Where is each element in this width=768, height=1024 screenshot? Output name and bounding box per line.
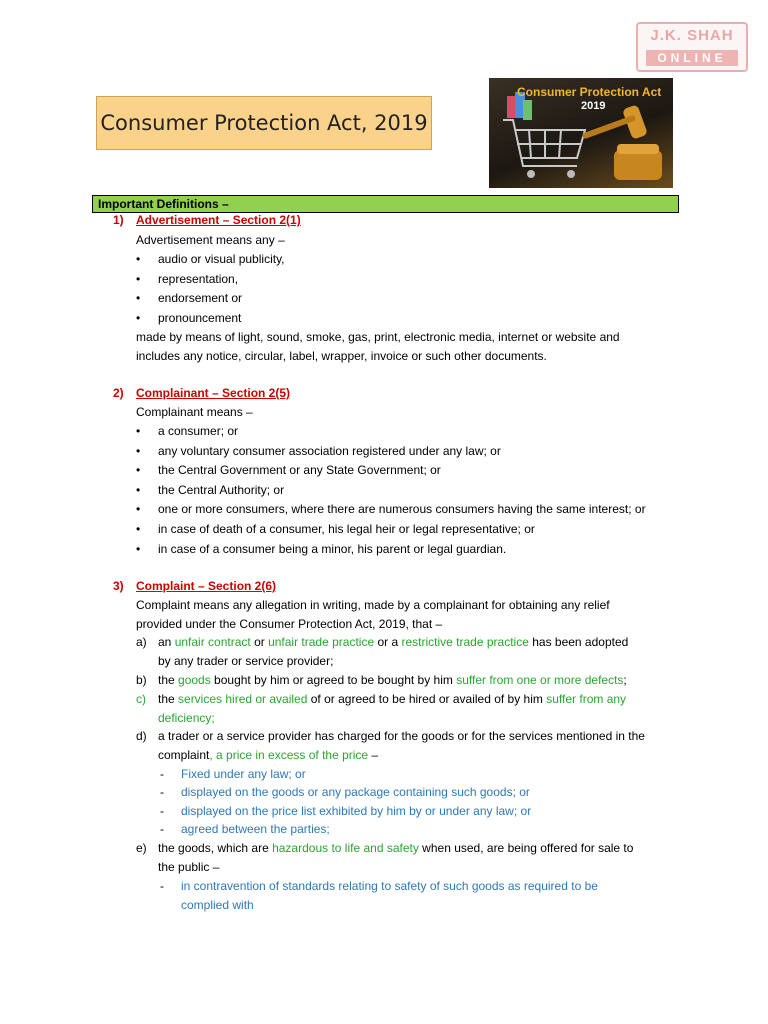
- s3-e-item-line2: complied with: [181, 898, 254, 912]
- dash-icon: -: [160, 804, 164, 818]
- text: –: [368, 748, 379, 762]
- highlight-unfair-contract: unfair contract: [174, 635, 251, 649]
- s3-intro-line2: provided under the Consumer Protection Act, 2019, that –: [136, 617, 443, 631]
- text: an: [158, 635, 175, 649]
- logo-line2: ONLINE: [646, 50, 738, 66]
- s3-a-label: a): [136, 635, 147, 649]
- bullet-icon: •: [136, 311, 141, 325]
- s3-a-line2: by any trader or service provider;: [158, 654, 334, 668]
- s1-bullet-2: representation,: [158, 272, 239, 286]
- s3-e-line1: [158, 840, 633, 856]
- highlight-services: services hired or availed: [178, 692, 308, 706]
- s2-bullet-1: a consumer; or: [158, 424, 239, 438]
- section-header: Important Definitions –: [92, 195, 679, 213]
- text: has been adopted: [528, 635, 629, 649]
- bullet-icon: •: [136, 424, 141, 438]
- text: ;: [623, 673, 627, 687]
- s2-heading: Complainant – Section 2(5): [136, 386, 291, 400]
- highlight-suffer: suffer from any: [546, 692, 627, 706]
- highlight-restrictive-trade-practice: restrictive trade practice: [401, 635, 529, 649]
- s3-e-item-line1: in contravention of standards relating to safety of such goods as required to be: [181, 879, 598, 893]
- s3-d-item-3: displayed on the price list exhibited by him by or under any law; or: [181, 804, 532, 818]
- dash-icon: -: [160, 785, 164, 799]
- highlight-defects: suffer from one or more defects: [456, 673, 624, 687]
- s3-a-line1: [158, 634, 628, 650]
- s2-intro: Complainant means –: [136, 405, 253, 419]
- text: of or agreed to be hired or availed of by him: [307, 692, 547, 706]
- highlight-hazardous: hazardous to life and safety: [272, 841, 419, 855]
- highlight-price-excess: , a price in excess of the price: [209, 748, 369, 762]
- s3-d-item-4: agreed between the parties;: [181, 822, 330, 836]
- s2-bullet-2: any voluntary consumer association registered under any law; or: [158, 444, 501, 458]
- bullet-icon: •: [136, 522, 141, 536]
- bullet-icon: •: [136, 463, 141, 477]
- bullet-icon: •: [136, 291, 141, 305]
- s1-bullet-1: audio or visual publicity,: [158, 252, 285, 266]
- s3-c-line2: deficiency;: [158, 711, 215, 725]
- s3-b-line1: [158, 672, 627, 688]
- s1-intro: Advertisement means any –: [136, 233, 285, 247]
- banner-image: [489, 78, 673, 188]
- text: the: [158, 692, 179, 706]
- s3-d-item-2: displayed on the goods or any package containing such goods; or: [181, 785, 530, 799]
- text: or: [250, 635, 269, 649]
- s3-e-label: e): [136, 841, 147, 855]
- text: the: [158, 673, 179, 687]
- title-box: [96, 96, 432, 150]
- bullet-icon: •: [136, 542, 141, 556]
- jk-shah-logo: [636, 22, 748, 72]
- logo-line1: J.K. SHAH: [650, 27, 734, 44]
- s2-bullet-5: one or more consumers, where there are numerous consumers having the same interest; or: [158, 502, 646, 516]
- s1-bullet-3: endorsement or: [158, 291, 243, 305]
- s3-d-item-1: Fixed under any law; or: [181, 767, 306, 781]
- s3-number: 3): [113, 579, 124, 593]
- s3-d-line1: a trader or a service provider has charged for the goods or for the services mentioned in the: [158, 729, 645, 743]
- banner-title: Consumer Protection Act: [517, 85, 662, 99]
- s2-bullet-4: the Central Authority; or: [158, 483, 285, 497]
- s3-d-line2: [158, 747, 378, 763]
- dash-icon: -: [160, 879, 164, 893]
- s1-heading: Advertisement – Section 2(1): [136, 213, 301, 227]
- bullet-icon: •: [136, 272, 141, 286]
- s3-b-label: b): [136, 673, 147, 687]
- highlight-goods: goods: [178, 673, 211, 687]
- s2-number: 2): [113, 386, 124, 400]
- s3-e-line2: the public –: [158, 860, 220, 874]
- s1-bullet-4: pronouncement: [158, 311, 242, 325]
- dash-icon: -: [160, 767, 164, 781]
- s3-c-label: c): [136, 692, 146, 706]
- page-title: Consumer Protection Act, 2019: [100, 111, 428, 135]
- s2-bullet-6: in case of death of a consumer, his legal heir or legal representative; or: [158, 522, 535, 536]
- bullet-icon: •: [136, 483, 141, 497]
- s2-bullet-3: the Central Government or any State Government; or: [158, 463, 441, 477]
- text: the goods, which are: [158, 841, 273, 855]
- s3-intro-line1: Complaint means any allegation in writing, made by a complainant for obtaining any relief: [136, 598, 610, 612]
- s1-number: 1): [113, 213, 124, 227]
- s1-para-line1: made by means of light, sound, smoke, gas, print, electronic media, internet or website and: [136, 330, 620, 344]
- text: or a: [374, 635, 402, 649]
- highlight-unfair-trade-practice: unfair trade practice: [268, 635, 375, 649]
- bullet-icon: •: [136, 444, 141, 458]
- text: complaint: [158, 748, 210, 762]
- s2-bullet-7: in case of a consumer being a minor, his parent or legal guardian.: [158, 542, 507, 556]
- dash-icon: -: [160, 822, 164, 836]
- text: when used, are being offered for sale to: [418, 841, 634, 855]
- bullet-icon: •: [136, 502, 141, 516]
- s3-c-line1: [158, 691, 626, 707]
- bullet-icon: •: [136, 252, 141, 266]
- s3-d-label: d): [136, 729, 147, 743]
- text: bought by him or agreed to be bought by him: [210, 673, 457, 687]
- banner-year: 2019: [581, 100, 606, 112]
- s3-heading: Complaint – Section 2(6): [136, 579, 277, 593]
- s1-para-line2: includes any notice, circular, label, wrapper, invoice or such other documents.: [136, 349, 547, 363]
